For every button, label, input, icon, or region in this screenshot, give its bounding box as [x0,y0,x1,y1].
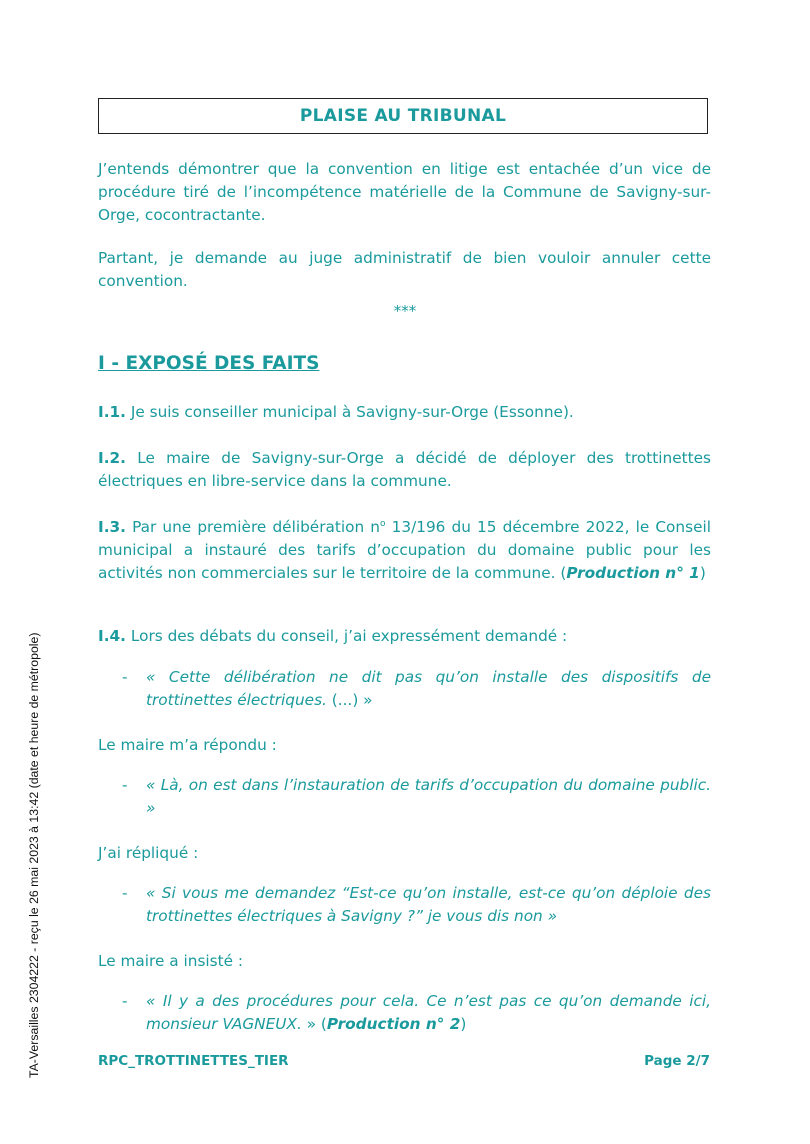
quote-text: « Si vous me demandez “Est-ce qu’on installe, est-ce qu’on déploie des trottinettes électriques à Savigny ?” je vous dis non » [146,884,711,925]
closing-paren: ) [460,1015,467,1033]
item-number: I.1. [98,403,126,421]
item-number: I.2. [98,449,126,467]
quote-4 [122,990,711,1036]
item-1 [98,401,711,424]
item-2 [98,447,711,493]
item-4 [98,625,711,648]
item-text: Lors des débats du conseil, j’ai expressément demandé : [125,627,568,645]
list-dash: - [122,992,128,1010]
footer-document-name: RPC_TROTTINETTES_TIER [98,1053,289,1069]
page-title-box [98,98,708,134]
section-heading: I - EXPOSÉ DES FAITS [98,353,320,374]
item-text: Par une première délibération n [125,518,380,537]
intro-paragraph-1: J’entends démontrer que la convention en litige est entachée d’un vice de procédure tiré de l’incompétence matérielle de la Commune de Savigny-sur-Orge, cocontractante. [98,160,711,224]
item-3 [98,513,711,585]
item-number: I.4. [98,627,126,645]
narration-3: Le maire a insisté : [98,952,244,970]
item-text: Je suis conseiller municipal à Savigny-sur-Orge (Essonne). [125,403,574,421]
quote-tail: » ( [301,1015,327,1033]
quote-2 [122,774,711,820]
receipt-stamp: TA-Versailles 2304222 - reçu le 26 mai 2023 à 13:42 (date et heure de métropole) [27,632,41,1078]
production-reference: Production n° 1 [566,564,700,583]
quote-tail: (...) » [326,691,373,709]
quote-1 [122,666,711,712]
list-dash: - [122,776,128,794]
quote-text: « Cette délibération ne dit pas qu’on installe des dispositifs de trottinettes électriques. [146,668,711,709]
quote-text: « Il y a des procédures pour cela. Ce n’est pas ce qu’on demande ici, monsieur VAGNEUX. [146,992,711,1033]
item-text: Le maire de Savigny-sur-Orge a décidé de déployer des trottinettes électriques en libre-service dans la commune. [98,449,711,490]
quote-3 [122,882,711,928]
item-text-continued: 13/196 du 15 décembre 2022, le Conseil municipal a instauré des tarifs d’occupation du domaine public pour les activités non commerciales sur le territoire de la commune. ( [98,518,711,583]
separator-stars: *** [393,302,417,320]
footer-page-number: Page 2/7 [644,1053,710,1069]
page-title: PLAISE AU TRIBUNAL [299,106,507,126]
ordinal-superscript: o [379,519,386,529]
list-dash: - [122,884,128,902]
item-number: I.3. [98,518,126,537]
production-reference: Production n° 2 [326,1015,461,1033]
intro-paragraph-2: Partant, je demande au juge administratif de bien vouloir annuler cette convention. [98,249,711,290]
narration-2: J’ai répliqué : [98,844,199,862]
quote-text: « Là, on est dans l’instauration de tarifs d’occupation du domaine public. » [146,776,711,817]
narration-1: Le maire m’a répondu : [98,736,277,754]
closing-paren: ) [699,564,706,583]
list-dash: - [122,668,128,686]
